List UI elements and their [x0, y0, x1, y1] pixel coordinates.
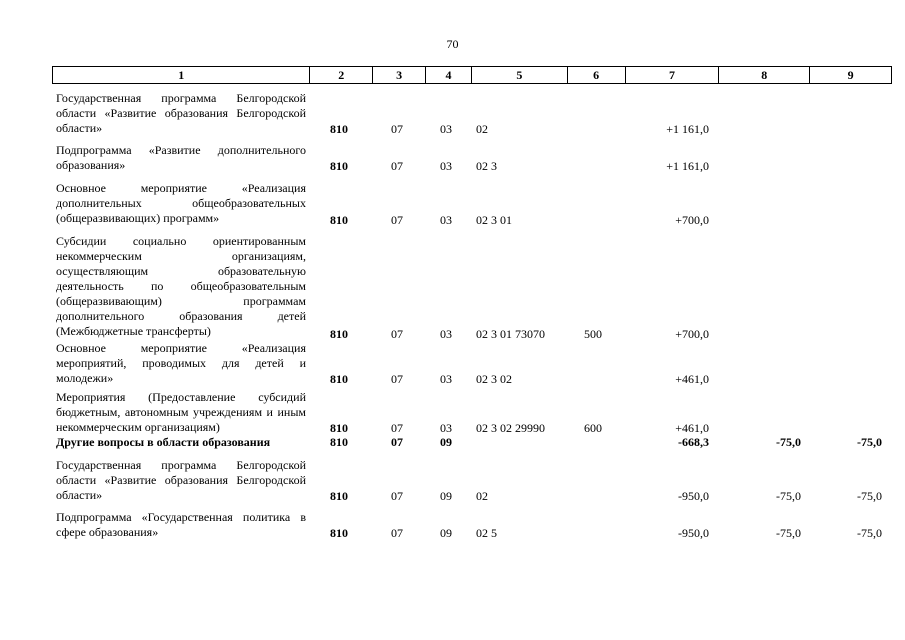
cell-c7: -950,0 — [678, 489, 709, 503]
cell-c6: 600 — [584, 421, 602, 435]
table-row — [52, 390, 892, 435]
cell-c6: 500 — [584, 327, 602, 341]
cell-c2: 810 — [330, 421, 348, 435]
cell-c3: 07 — [391, 421, 403, 435]
cell-c2: 810 — [330, 327, 348, 341]
cell-c4: 09 — [440, 526, 452, 540]
header-col-9: 9 — [847, 68, 854, 82]
cell-c3: 07 — [391, 327, 403, 341]
cell-c9: -75,0 — [857, 526, 882, 540]
cell-c4: 03 — [440, 159, 452, 173]
row-description: Подпрограмма «Развитие дополнительного образования» — [56, 143, 306, 172]
table-row — [52, 181, 892, 228]
cell-c7: +700,0 — [675, 327, 709, 341]
row-description: Подпрограмма «Государственная политика в сфере образования» — [56, 510, 306, 539]
cell-c3: 07 — [391, 372, 403, 386]
header-col-3: 3 — [373, 67, 426, 83]
row-description: Государственная программа Белгородской области «Развитие образования Белгородской области» — [56, 91, 306, 135]
cell-c2: 810 — [330, 213, 348, 227]
row-description: Мероприятия (Предоставление субсидий бюджетным, автономным учреждениям и иным некоммерческим организациям) — [56, 390, 306, 434]
cell-c5: 02 3 02 29990 — [476, 421, 545, 435]
table-row — [52, 341, 892, 386]
cell-c9: -75,0 — [857, 489, 882, 503]
cell-c5: 02 — [476, 122, 488, 136]
row-description: Государственная программа Белгородской области «Развитие образования Белгородской области» — [56, 458, 306, 502]
cell-c7: -950,0 — [678, 526, 709, 540]
cell-c4: 03 — [440, 327, 452, 341]
cell-c5: 02 3 02 — [476, 372, 512, 386]
cell-c7: +700,0 — [675, 213, 709, 227]
cell-c8: -75,0 — [776, 435, 801, 449]
cell-c4: 03 — [440, 122, 452, 136]
cell-c8: -75,0 — [776, 526, 801, 540]
cell-c4: 03 — [440, 213, 452, 227]
cell-c7: +1 161,0 — [666, 159, 709, 173]
cell-c4: 03 — [440, 372, 452, 386]
header-col-1: 1 — [53, 67, 310, 83]
row-description: Основное мероприятие «Реализация дополнительных общеобразовательных (общеразвивающих) программ» — [56, 181, 306, 225]
table-row-section — [52, 435, 892, 451]
header-col-4: 4 — [426, 67, 472, 83]
cell-c5: 02 — [476, 489, 488, 503]
header-col-7: 7 — [626, 67, 720, 83]
cell-c3: 07 — [391, 213, 403, 227]
cell-c8: -75,0 — [776, 489, 801, 503]
table-row — [52, 510, 892, 542]
header-col-8: 8 — [719, 67, 810, 83]
cell-c2: 810 — [330, 526, 348, 540]
page-number: 70 — [446, 37, 459, 51]
header-col-5: 5 — [472, 67, 568, 83]
table-row — [52, 234, 892, 340]
cell-c3: 07 — [391, 159, 403, 173]
cell-c4: 03 — [440, 421, 452, 435]
table-header — [52, 66, 892, 84]
table-row — [52, 143, 892, 175]
cell-c2: 810 — [330, 489, 348, 503]
cell-c3: 07 — [391, 435, 403, 449]
row-description: Субсидии социально ориентированным некоммерческим организациям, осуществляющим образовательную деятельность по общеобразовательным (общеразвивающим) программам дополнительного образования детей (Межбюджетные трансферты) — [56, 234, 306, 338]
cell-c5: 02 3 01 73070 — [476, 327, 545, 341]
cell-c3: 07 — [391, 122, 403, 136]
cell-c2: 810 — [330, 159, 348, 173]
cell-c7: -668,3 — [678, 435, 709, 449]
cell-c5: 02 3 — [476, 159, 497, 173]
cell-c7: +1 161,0 — [666, 122, 709, 136]
cell-c7: +461,0 — [675, 421, 709, 435]
cell-c5: 02 3 01 — [476, 213, 512, 227]
table-row — [52, 458, 892, 503]
cell-c5: 02 5 — [476, 526, 497, 540]
cell-c3: 07 — [391, 526, 403, 540]
cell-c4: 09 — [440, 489, 452, 503]
table-row — [52, 91, 892, 136]
cell-c2: 810 — [330, 372, 348, 386]
cell-c4: 09 — [440, 435, 452, 449]
row-description: Другие вопросы в области образования — [56, 435, 271, 449]
header-col-2: 2 — [310, 67, 373, 83]
cell-c3: 07 — [391, 489, 403, 503]
cell-c2: 810 — [330, 435, 348, 449]
header-col-6: 6 — [568, 67, 626, 83]
cell-c2: 810 — [330, 122, 348, 136]
cell-c9: -75,0 — [857, 435, 882, 449]
row-description: Основное мероприятие «Реализация мероприятий, проводимых для детей и молодежи» — [56, 341, 306, 385]
cell-c7: +461,0 — [675, 372, 709, 386]
